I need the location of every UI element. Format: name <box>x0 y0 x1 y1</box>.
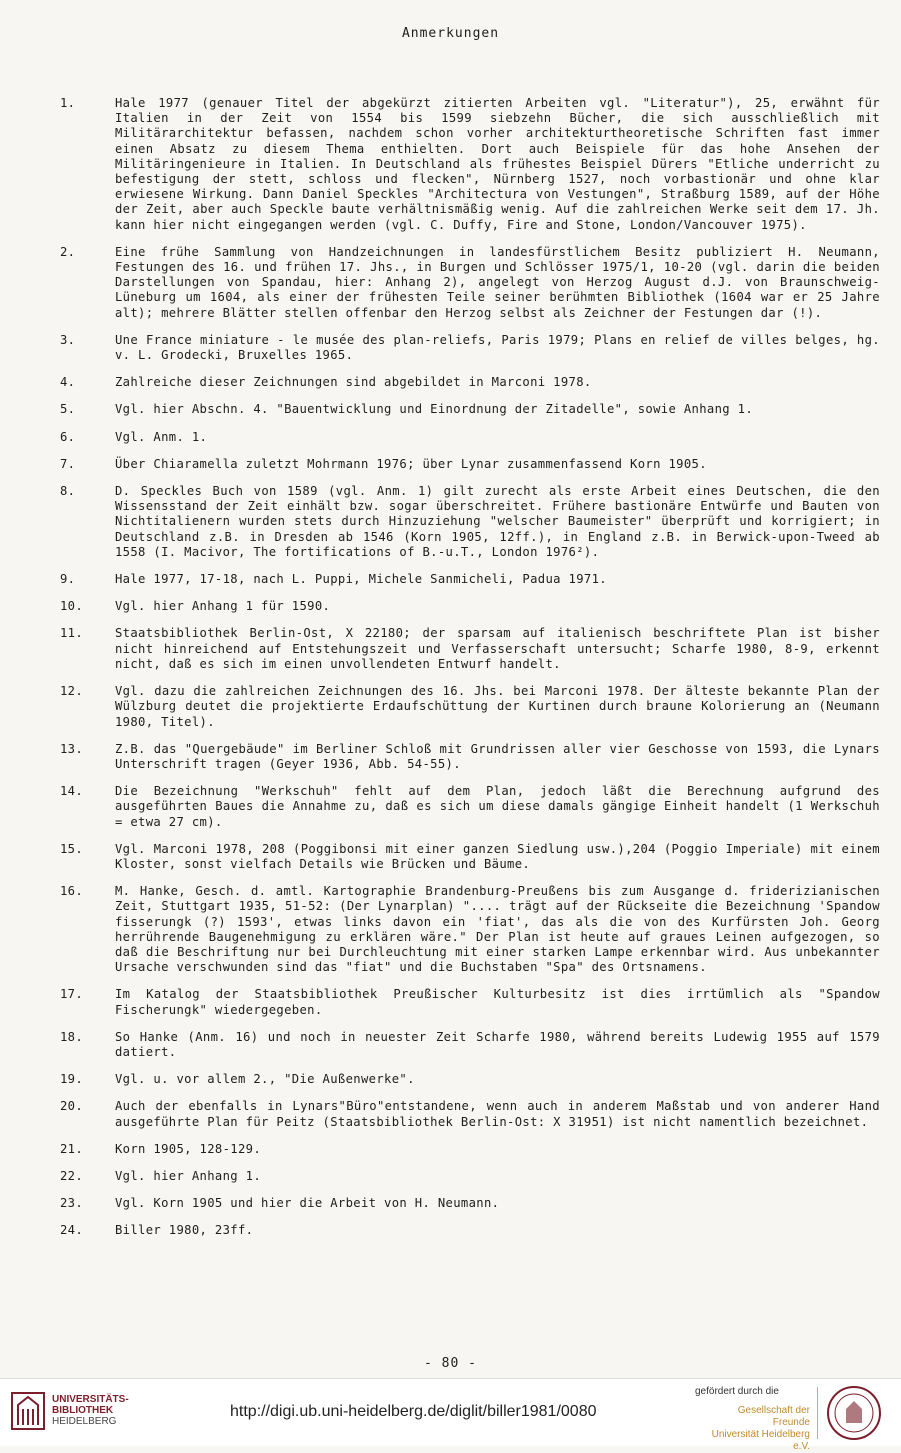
footnote-number: 4. <box>60 375 76 390</box>
footnote-text: D. Speckles Buch von 1589 (vgl. Anm. 1) gilt zurecht als erste Arbeit eines Deutschen, die den Wissensstand der Zeit einhält bzw. sogar überschreitet. Frühere bastionäre Entwürfe und Bauten von Nichtitalienern wurden stets durch Hinzuziehung "welscher Baumeister" überprüft und korrigiert; in Deutschland z.B. in Dresden ab 1546 (Korn 1905, 12ff.), in England z.B. in Berwick-upon-Tweed ab 1558 (I. Macivor, The fortifications of B.-u.T., London 1976²). <box>115 484 880 559</box>
page-header: Anmerkungen <box>401 26 500 41</box>
footnote-text: Über Chiaramella zuletzt Mohrmann 1976; über Lynar zusammenfassend Korn 1905. <box>115 456 707 471</box>
footnote-number: 12. <box>60 684 84 699</box>
footnote-text: Vgl. dazu die zahlreichen Zeichnungen des 16. Jhs. bei Marconi 1978. Der älteste bekannte Plan der Wülzburg deutet die projektierte Erdaufschüttung der Kurtinen durch braune Kolorierung an (Neumann 1980, Titel). <box>115 684 880 729</box>
footnote-number: 10. <box>60 599 84 614</box>
footnote-number: 9. <box>60 572 76 587</box>
footnote-number: 23. <box>60 1196 84 1211</box>
footnote-item <box>60 987 880 1017</box>
footnote-item <box>60 1030 880 1060</box>
footnote-number: 20. <box>60 1099 84 1114</box>
footnote-text: Eine frühe Sammlung von Handzeichnungen in landesfürstlichem Besitz publiziert H. Neumann, Festungen des 16. und frühen 17. Jhs., in Burgen und Schlösser 1975/1, 10-20 (vgl. darin die beiden Darstellungen von Spandau, hier: Anhang 2), angelegt von Herzog August d.J. von Braunschweig-Lüneburg um 1604, als einer der frühesten Teile seiner berühmten Bibliothek (1604 war er 25 Jahre alt); mehrere Blätter stellen offenbar den Herzog selbst als Zeichner der Festungen dar (!). <box>115 244 880 320</box>
footnote-text: Z.B. das "Quergebäude" im Berliner Schloß mit Grundrissen aller vier Geschosse von 1593, die Lynars Unterschrift tragen (Geyer 1936, Abb. 54-55). <box>115 741 880 771</box>
footnote-item <box>60 430 880 445</box>
footnote-text: Korn 1905, 128-129. <box>115 1141 262 1156</box>
footnote-number: 18. <box>60 1029 84 1044</box>
footnote-item <box>60 572 880 587</box>
permalink-link[interactable]: http://digi.ub.uni-heidelberg.de/diglit/biller1981/0080 <box>230 1403 597 1420</box>
footnote-text: Vgl. u. vor allem 2., "Die Außenwerke". <box>115 1072 415 1087</box>
footnote-number: 11. <box>60 626 84 641</box>
footer-divider <box>817 1387 818 1439</box>
footnote-item <box>60 245 880 321</box>
footnote-item <box>60 684 880 730</box>
footer-bar <box>0 1378 901 1452</box>
footnote-item <box>60 742 880 772</box>
footnote-number: 13. <box>60 741 84 756</box>
footnote-text: Biller 1980, 23ff. <box>115 1223 254 1238</box>
footnote-number: 6. <box>60 429 76 444</box>
university-seal-icon <box>826 1385 882 1441</box>
footnote-item <box>60 484 880 560</box>
page-number: - 80 - <box>424 1356 477 1371</box>
footnote-number: 24. <box>60 1223 84 1238</box>
university-library-logo-icon <box>10 1391 46 1431</box>
notes-list <box>60 96 880 1251</box>
footnote-number: 22. <box>60 1168 84 1183</box>
footnote-number: 14. <box>60 784 84 799</box>
sponsor-society-name: Gesellschaft der Freunde Universität Heidelberg e.V. <box>711 1405 810 1452</box>
footnote-number: 1. <box>60 96 76 110</box>
footnote-number: 15. <box>60 841 84 856</box>
footnote-item <box>60 1072 880 1087</box>
footnote-text: So Hanke (Anm. 16) und noch in neuester Zeit Scharfe 1980, während bereits Ludewig 1955 auf 1579 datiert. <box>115 1029 880 1059</box>
footnote-text: M. Hanke, Gesch. d. amtl. Kartographie Brandenburg-Preußens bis zum Ausgange d. friderizianischen Zeit, Stuttgart 1935, 51-52: (Der Lynarplan) ".... trägt auf der Rückseite die Bezeichnung 'Spandow fisserungk (?) 1593', etwas links davon ein 'fiat', das als die von des Kurfürsten Joh. Georg herrührende Baugenehmigung zu erklären wäre." Der Plan ist heute auf graues Leinen aufgezogen, so daß die Beschriftung nur bei Durchleuchtung mit einer starken Lampe erkennbar wird. Aus unbekannter Ursache verschwunden sind das "fiat" und die Buchstaben "Spa" des Ortsnamens. <box>115 884 880 975</box>
footnote-number: 8. <box>60 484 76 499</box>
footnote-number: 16. <box>60 884 84 899</box>
footnote-item <box>60 1223 880 1238</box>
footnote-text: Zahlreiche dieser Zeichnungen sind abgebildet in Marconi 1978. <box>115 375 592 390</box>
footnote-text: Die Bezeichnung "Werkschuh" fehlt auf dem Plan, jedoch läßt die Berechnung aufgrund des ausgeführten Baues die Annahme zu, daß es sich um diese damals gängige Einheit handelt (1 Werkschuh = etwa 27 cm). <box>115 784 880 829</box>
footnote-text: Im Katalog der Staatsbibliothek Preußischer Kulturbesitz ist dies irrtümlich als "Spandow Fischerungk" wiedergegeben. <box>115 987 880 1017</box>
footnote-item <box>60 599 880 614</box>
footnote-text: Vgl. hier Anhang 1. <box>115 1168 262 1183</box>
footnote-number: 2. <box>60 244 76 259</box>
footnote-item <box>60 96 880 233</box>
footnote-item <box>60 1142 880 1157</box>
sponsor-label: gefördert durch die <box>695 1386 779 1397</box>
footnote-number: 17. <box>60 987 84 1002</box>
footnote-text: Vgl. hier Anhang 1 für 1590. <box>115 599 331 614</box>
footnote-text: Hale 1977 (genauer Titel der abgekürzt zitierten Arbeiten vgl. "Literatur"), 25, erwähnt für Italien in der Zeit von 1554 bis 1599 siebzehn Bücher, die sich ausschließlich mit Militärarchitektur befassen, nachdem schon vorher architekturtheoretische Schriften fast immer einen Absatz zu diesem Thema enthielten. Dort auch Beispiele für das hohe Ansehen der Militäringenieure in Italien. In Deutschland als frühestes Beispiel Dürers "Etliche underricht zu befestigung der stett, schloss und flecken", Nürnberg 1527, noch vorbastionär und ohne klar erwiesene Wirkung. Dann Daniel Speckles "Architectura von Vestungen", Straßburg 1589, auf der Höhe der Zeit, aber auch Speckle baute verhältnismäßig wenig. Auf die zahlreichen Werke seit dem 17. Jh. kann hier nicht eingegangen werden (vgl. C. Duffy, Fire and Stone, London/Vancouver 1975). <box>115 96 880 232</box>
footnote-text: Vgl. Anm. 1. <box>115 429 208 444</box>
footnote-text: Auch der ebenfalls in Lynars"Büro"entstandene, wenn auch in anderem Maßstab und von anderer Hand ausgeführte Plan für Peitz (Staatsbibliothek Berlin-Ost: X 31951) ist nicht namentlich bezeichnet. <box>115 1099 880 1129</box>
footnote-text: Hale 1977, 17-18, nach L. Puppi, Michele Sanmicheli, Padua 1971. <box>115 572 607 587</box>
library-name: UNIVERSITÄTS- BIBLIOTHEK HEIDELBERG <box>52 1394 129 1427</box>
footnote-number: 19. <box>60 1072 84 1087</box>
footnote-item <box>60 884 880 975</box>
footnote-item <box>60 784 880 830</box>
footnote-text: Une France miniature - le musée des plan-reliefs, Paris 1979; Plans en relief de villes belges, hg. v. L. Grodecki, Bruxelles 1965. <box>115 332 880 363</box>
footnote-text: Vgl. hier Abschn. 4. "Bauentwicklung und Einordnung der Zitadelle", sowie Anhang 1. <box>115 402 754 417</box>
footnote-number: 3. <box>60 332 76 347</box>
footnote-item <box>60 457 880 472</box>
footnote-number: 5. <box>60 402 76 417</box>
footnote-item <box>60 1169 880 1184</box>
footnote-text: Vgl. Korn 1905 und hier die Arbeit von H. Neumann. <box>115 1196 500 1211</box>
footnote-text: Vgl. Marconi 1978, 208 (Poggibonsi mit einer ganzen Siedlung usw.),204 (Poggio Imperiale) mit einem Kloster, sonst vielfach Details wie Brücken und Bäume. <box>115 841 880 871</box>
footnote-item <box>60 1099 880 1129</box>
footnote-number: 7. <box>60 456 76 471</box>
footnote-item <box>60 626 880 672</box>
footnote-number: 21. <box>60 1141 84 1156</box>
footnote-item <box>60 1196 880 1211</box>
footnote-text: Staatsbibliothek Berlin-Ost, X 22180; der sparsam auf italienisch beschriftete Plan ist bisher nicht hinreichend auf Entstehungszeit und Verfasserschaft untersucht; Scharfe 1980, 8-9, erkennt nicht, daß es sich im einen unvollendeten Entwurf handelt. <box>115 626 880 671</box>
footnote-item <box>60 402 880 417</box>
footnote-item <box>60 333 880 363</box>
footnote-item <box>60 375 880 390</box>
footnote-item <box>60 842 880 872</box>
